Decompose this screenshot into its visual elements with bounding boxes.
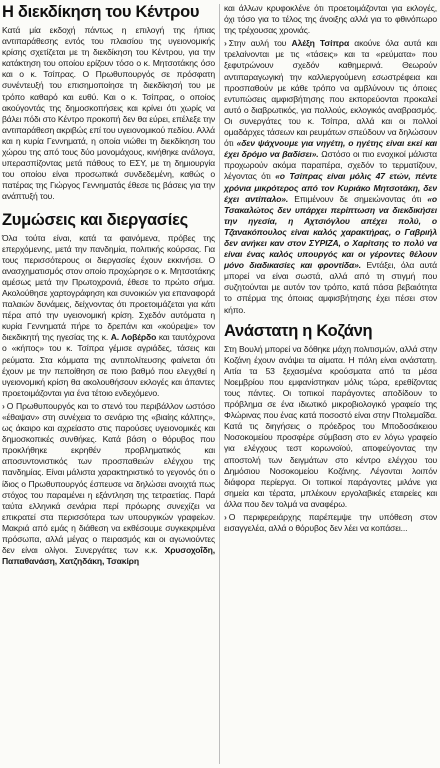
paragraph-center-claim: Κατά μία εκδοχή πάντως η επιλογή της ήπιας αντιπαράθεσης εντός του πλαισίου της υγειονομικής κρίσης σχετίζεται με τη διεκδίκηση του Κέντρου, για την κατάκτηση του οποίου ερίζουν τόσο ο κ. Μητσοτάκης όσο και ο κ. Τσίπρας. Ο Πρωθυπουργός σε πρόσφατη συνέντευξή του επισημοποίησε τη διεκδίκησή του με τρόπο καθαρό και ευθύ. Και ο κ. Τσίπρας, ο οποίος ακούγοντάς της δημοσκοπήσεις και κρίνει ότι χωρίς να βάλει πόδι στο Κέντρο προκοπή δεν θα εύρει, επέλεξε την αντιπαράθεση ακριβώς επί του υγειονομικού πεδίου. Αλλά και η κυρία Γεννηματά, η οποία νιώθει τη διεκδίκηση του χώρου της από τους δύο μονομάχους, κινήθηκε ανάλογα, υπερασπίζοντας μετά πάθους το ΕΣΥ, με τη δημιουργία του οποίου είναι προσωπικά συνδεδεμένη, καθώς ο πατέρας της Γιώργος Γεννηματάς έθεσε τις βάσεις για την ανάπτυξή του.: [2, 25, 215, 202]
name-loverdos: Α. Λοβέρδο: [110, 332, 157, 343]
name-tsipras: Αλέξη Τσίπρα: [291, 38, 350, 49]
column-divider: [219, 4, 220, 764]
paragraph-fermentations-1: Όλα τούτα είναι, κατά τα φαινόμενα, πρόβες της επερχόμενης, μετά την πανδημία, πολιτικής κούρσας. Για τους περισσότερους οι διεργασίες έχουν εκκινήσει. Ο ανασχηματισμός στον οποίο προχώρησε ο κ. Μητσοτάκης αμέσως μετά την Πρωτοχρονιά, έθεσε το πρώτο σήμα. Ακολούθησε χαρτογράφηση και συνοικιών για επαναφορά παλαιών δυνάμεις, δείχνοντας ότι προετοιμάζεται για κάτι πέρα από την υγειονομική κρίση. Σχεδόν αυτόματα η κυρία Γεννηματά πήρε το δρεπάνι και «κούρεψε» τον διεκδικητή της ηγεσίας της κ. Α. Λοβέρδο και ταυτόχρονα ο «κήπος» του κ. Τσίπρα γέμισε αγριάδες, τάσεις και ρεύματα. Στα κόμματα της αντιπολίτευσης φαίνεται ότι έχουν με την πεποίθηση σε ποιο βαθμό που ελεγχθεί η υγειονομική κρίση θα ακολουθήσουν εκλογές και άπαντες προετοιμάζονται για ένα τέτοιο ενδεχόμενο.: [2, 232, 215, 398]
paragraph-kozani-2: › Ο περιφερειάρχης παρέπεμψε την υπόθεση στον εισαγγελέα, αλλά ο θόρυβος δεν λέει να κοπάσει...: [224, 512, 437, 534]
bullet-arrow-icon: ›: [224, 512, 227, 523]
names-ministers: Χρυσοχοΐδη, Παπαθανάση, Χατζηδάκη, Τσακίρη: [2, 545, 215, 567]
paragraph-continuation: και άλλων κρυφοκλένε ότι προετοιμάζονται για εκλογές, όχι τόσο για το τέλος της άνοιξης αλλά για το φθινόπωρο της τρέχουσας χρονιάς.: [224, 3, 437, 36]
quote-age: «ο Τσίπρας είναι μόλις 47 ετών, πέντε χρόνια μικρότερος από τον Κυριάκο Μητσοτάκη, δεν έχει αντίπαλο».: [224, 171, 438, 204]
right-column: [224, 3, 437, 534]
heading-fermentations: Ζυμώσεις και διεργασίες: [2, 210, 188, 229]
bullet-arrow-icon: ›: [2, 400, 5, 411]
paragraph-tsipras: › Στην αυλή του Αλέξη Τσίπρα ακούνε όλα αυτά και τρελαίνονται με τις «τάσεις» και τα «ρεύματα» που ξεφυτρώνουν σχεδόν καθημερινά. Θεωρούν αντιπαραγωγική την καλλιεργούμενη εσωστρέφεια και προσπαθούν με κάθε τρόπο να αμβλύνουν τις όποιες εντυπώσεις αμφισβήτησης που εκπορεύονται προκαλεί αυτό ο διαβρωτικός, για πολλούς, εκλογικός αναβρασμός. Οι συνεργάτες του κ. Τσίπρα, αλλά και οι πολλοί ομαδάρχες τάσεων και ρευμάτων σπεύδουν να δηλώσουν ότι «δεν ψάχνουμε για νηγέτη, ο ηγέτης είναι εκεί και έχει δρόμο να βαδίσει». Ωστόσο οι πιο ενοχικοί μάλιστα προχωρούν ακόμα παραπέρα, σχεδόν το τερματίζουν, λέγοντας ότι «ο Τσίπρας είναι μόλις 47 ετών, πέντε χρόνια μικρότερος από τον Κυριάκο Μητσοτάκη, δεν έχει αντίπαλο». Επιμένουν δε σημειώνοντας ότι «ο Τσακαλώτος δεν υπάρχει περίπτωση να διεκδικήσει την ηγεσία, η Αχτσιόγλου απέχει πολύ, ο Τζανακόπουλος είναι καλός χαρακτήρας, ο Γαβριήλ δεν ανήκει καν στον ΣΥΡΙΖΑ, ο Χαρίτσης το πολύ να είναι ένας καλός υπουργός και οι γέροντες θέλουν μόνο διαδικασίες και φροντίδα». Εντάξει, όλα αυτά μπορεί να είναι σωστά, αλλά από τη στιγμή που συζητούνται με αυτόν τον τρόπο, κατά πάσα βεβαιότητα το σπέρμα της όποιας αμφισβήτησης έχει πέσει στον κήπο.: [224, 38, 438, 315]
paragraph-kozani: Στη Βουλή μπορεί να δόθηκε μάχη πολιτισμών, αλλά στην Κοζάνη έχουν ανάψει τα αίματα. Η πόλη είναι ανάστατη. Αιτία τα 53 ξεχασμένα κρούσματα από τα μέσα Νοεμβρίου που εμφανίστηκαν μόλις τώρα, ερεθίζοντας τους πάντες. Οι τοπικοί παράγοντες αποδίδουν το πρόβλημα σε ένα ιδιωτικό μικροβιολογικό γραφείο της Φλώρινας που ένας κατά ποσοστό είναι στην Πτολεμαΐδα. Κατά τις διηγήσεις ο πρόεδρος του Μποδοσάκειου Νοσοκομείου προσφέρε σύμβαση στο εν λόγω γραφείο για ελέγχους τεστ κορωνοϊού, αποφεύγοντας την αποστολή των δειγμάτων στο κέντρο ελέγχου του Δημόσιου Νοσοκομείου Κοζάνης. Λέγονται λοιπόν διάφορα περίεργα. Οι τοπικοί παράγοντες μιλάνε για σημεία και τέρατα, μπλέκουν εργολαβικές εταιρείες και άλλα που δεν τολμά να αναφέρω.: [224, 343, 437, 509]
bullet-arrow-icon: ›: [224, 38, 227, 49]
heading-center-claim: Η διεκδίκηση του Κέντρου: [2, 3, 200, 21]
left-column: [2, 3, 215, 567]
heading-kozani: Ανάστατη η Κοζάνη: [224, 321, 373, 340]
paragraph-fermentations-2: › Ο Πρωθυπουργός και το στενό του περιβάλλον ωστόσο «έθαψαν» στη συνέχεια το σενάριο της «βιαίης κάλπης», ως άκαιρο και αχρείαστο στις παρούσες υγειονομικές και δημοσκοπικές συνθήκες. Κατά βάση ο θόρυβος που προκλήθηκε εκρηθέν προβληματικός και αποσυντονιστικός των προσπαθειών ελέγχου της πανδημίας. Είναι μάλιστα χαρακτηριστικό το γεγονός ότι ο ίδιος ο Πρωθυπουργός έσπευσε να δηλώσει ανοιχτά πως στόχος του παραμένει η εξάντληση της τετραετίας. Παρά ταύτα ελληνικά σενάρια περί πρόωρης συνεχίζει να επικρατεί στα περισσότερα των υπουργικών γραφείων. Μακριά από εμάς η διάθεση να εκθέσουμε συγκεκριμένα πρόσωπα, αλλά μέγας ο πειρασμός και οι αγωνιούντες δεν είναι ολίγοι. Συνεργάτες των κ.κ. Χρυσοχοΐδη, Παπαθανάση, Χατζηδάκη, Τσακίρη: [2, 400, 215, 567]
quote-leader: «δεν ψάχνουμε για νηγέτη, ο ηγέτης είναι εκεί και έχει δρόμο να βαδίσει».: [224, 138, 438, 160]
quote-rivals: «ο Τσακαλώτος δεν υπάρχει περίπτωση να διεκδικήσει την ηγεσία, η Αχτσιόγλου απέχει πολύ, ο Τζανακόπουλος είναι καλός χαρακτήρας, ο Γαβριήλ δεν ανήκει καν στον ΣΥΡΙΖΑ, ο Χαρίτσης το πολύ να είναι ένας καλός υπουργός και οι γέροντες θέλουν μόνο διαδικασίες και φροντίδα».: [224, 193, 437, 271]
